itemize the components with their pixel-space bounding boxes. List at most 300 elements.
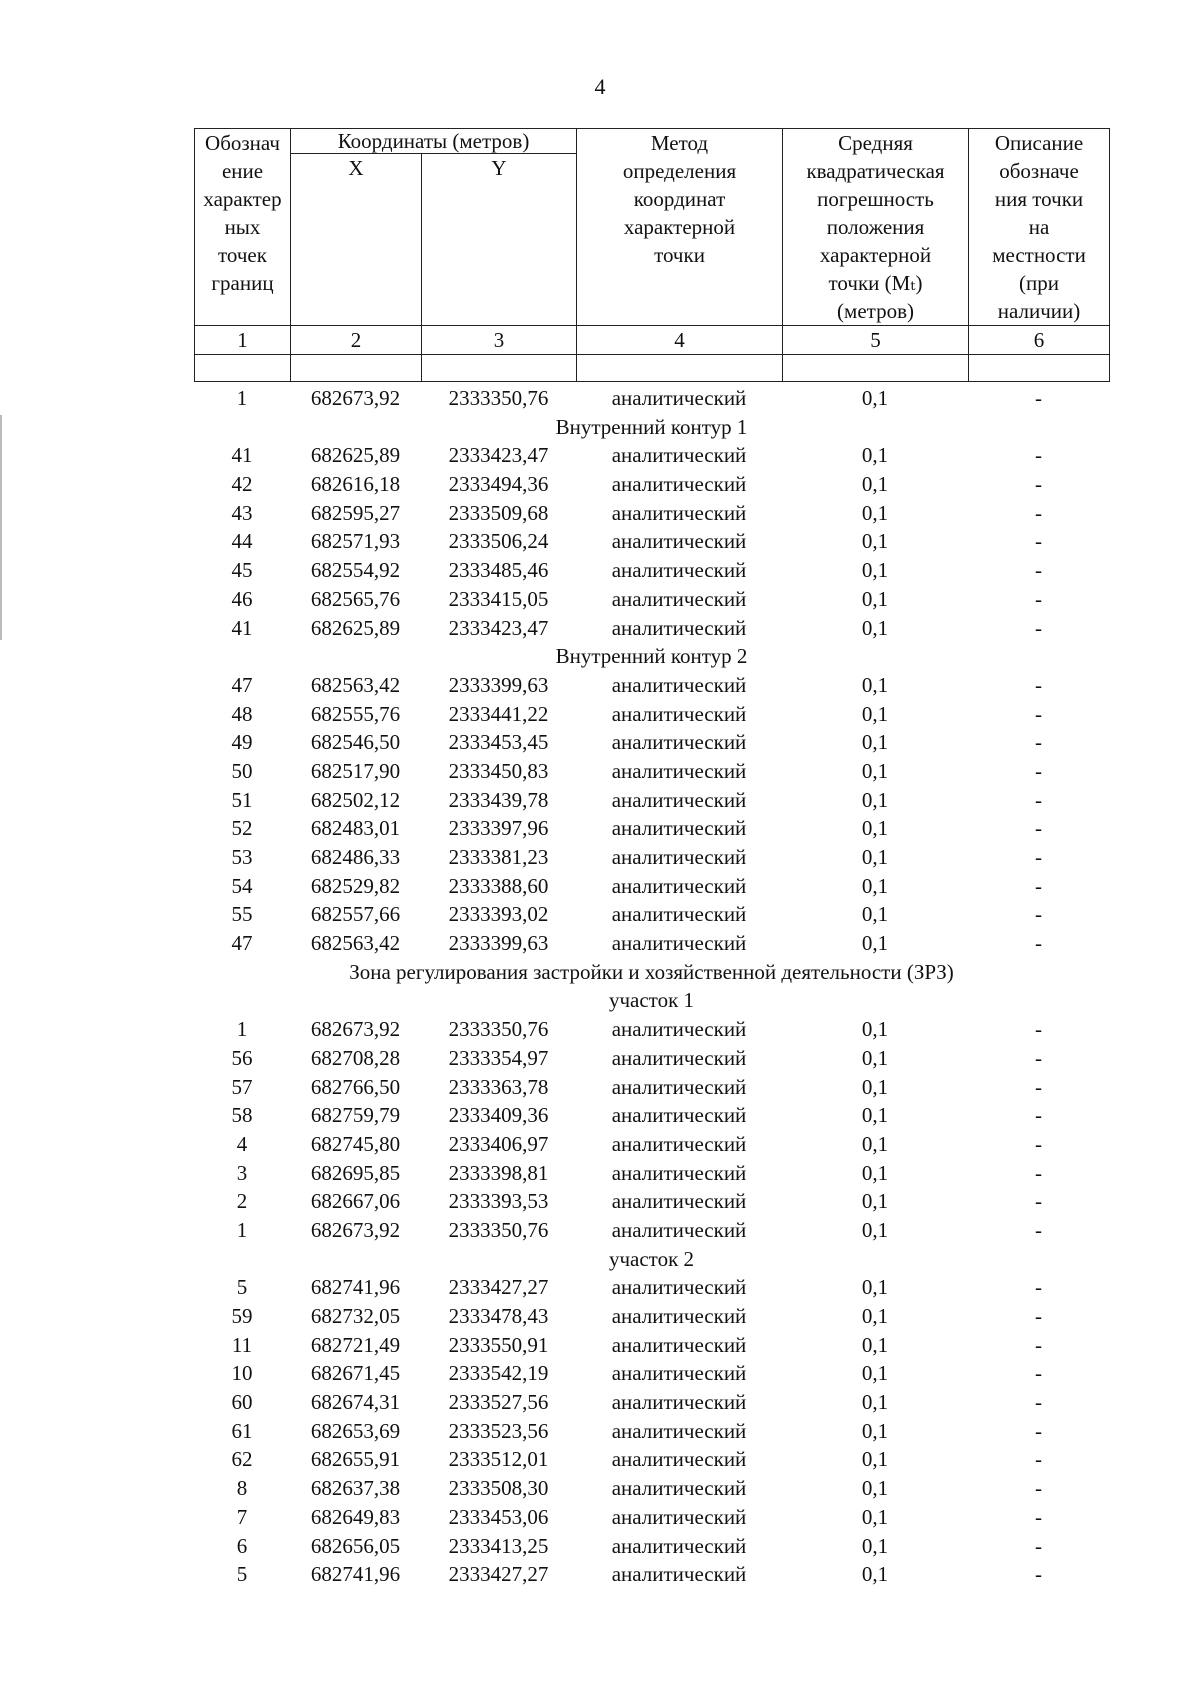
description: - [1035, 1504, 1042, 1529]
coord-x: 682486,33 [310, 845, 401, 869]
coord-x: 682695,85 [310, 1160, 401, 1185]
description: - [1035, 931, 1042, 956]
description: - [1035, 472, 1042, 497]
header-line: ных [224, 215, 261, 239]
header-line: на [1028, 215, 1050, 239]
coord-y: 2333354,97 [448, 1045, 549, 1070]
point-number: 55 [231, 902, 253, 927]
coord-y: 2333393,02 [448, 902, 549, 927]
coord-x: 682745,80 [310, 1131, 401, 1156]
coord-x: 682502,12 [310, 787, 401, 812]
coord-x: 682649,83 [310, 1504, 401, 1529]
coord-y: 2333350,76 [448, 1017, 549, 1042]
point-number: 8 [236, 1476, 248, 1501]
description: - [1035, 845, 1042, 869]
description: - [1035, 672, 1042, 697]
error-value: 0,1 [861, 1562, 889, 1587]
table-row [194, 499, 1109, 528]
coord-x: 682625,89 [310, 615, 401, 640]
table-row [194, 786, 1109, 815]
description: - [1035, 1074, 1042, 1099]
error-value: 0,1 [861, 1189, 889, 1214]
header-num-6: 6 [969, 326, 1110, 355]
description: - [1035, 1189, 1042, 1214]
coord-y: 2333453,45 [448, 730, 549, 755]
description: - [1035, 1017, 1042, 1042]
error-value: 0,1 [861, 1275, 889, 1300]
method: аналитический [611, 615, 747, 640]
error-value: 0,1 [861, 1533, 889, 1558]
point-number: 6 [236, 1533, 248, 1558]
description: - [1035, 1476, 1042, 1501]
coord-y: 2333397,96 [448, 816, 549, 841]
method: аналитический [611, 931, 747, 956]
description: - [1035, 758, 1042, 783]
method: аналитический [611, 558, 747, 583]
description: - [1035, 1332, 1042, 1357]
coord-y: 2333399,63 [448, 672, 549, 697]
header-line: определения [622, 159, 737, 183]
table-row [194, 1331, 1109, 1360]
header-line: координат [633, 187, 726, 211]
table-row [194, 441, 1109, 470]
point-number: 48 [231, 701, 253, 726]
point-number: 1 [236, 1017, 248, 1042]
point-number: 41 [231, 443, 253, 468]
point-number: 45 [231, 558, 253, 583]
coord-y: 2333398,81 [448, 1160, 549, 1185]
coord-y: 2333512,01 [448, 1447, 549, 1472]
coord-x: 682759,79 [310, 1103, 401, 1128]
coord-x: 682674,31 [310, 1390, 401, 1415]
method: аналитический [611, 1189, 747, 1214]
table-row [194, 1474, 1109, 1503]
method: аналитический [611, 1304, 747, 1328]
header-line: (метров) [837, 299, 914, 323]
header-line: Обознач [205, 131, 280, 155]
method: аналитический [611, 1418, 747, 1443]
description: - [1035, 902, 1042, 927]
error-value: 0,1 [861, 1332, 889, 1357]
point-number: 2 [236, 1189, 248, 1214]
error-value: 0,1 [861, 873, 889, 898]
section-heading: Внутренний контур 1 [555, 414, 748, 439]
description: - [1035, 1361, 1042, 1386]
header-line: Средняя [838, 131, 913, 155]
table-row [194, 1302, 1109, 1331]
description: - [1035, 1275, 1042, 1300]
table-row [194, 1503, 1109, 1532]
description: - [1035, 1533, 1042, 1558]
point-number: 42 [231, 472, 253, 497]
coord-y: 2333381,23 [448, 845, 549, 869]
method: аналитический [611, 701, 747, 726]
point-number: 54 [231, 873, 253, 898]
method: аналитический [611, 1332, 747, 1357]
method: аналитический [611, 816, 747, 841]
point-number: 10 [231, 1361, 253, 1386]
header-num-1: 1 [195, 326, 291, 355]
description: - [1035, 386, 1042, 410]
table-row [194, 671, 1109, 700]
point-number: 5 [236, 1275, 248, 1300]
coord-x: 682616,18 [310, 472, 401, 497]
point-number: 47 [231, 931, 253, 956]
header-num-2: 2 [291, 326, 422, 355]
header-num-5: 5 [783, 326, 969, 355]
method: аналитический [611, 758, 747, 783]
section-heading: Зона регулирования застройки и хозяйственной деятельности (ЗРЗ) [349, 959, 954, 984]
error-value: 0,1 [861, 1504, 889, 1529]
method: аналитический [611, 1476, 747, 1501]
header-x-label: X [348, 156, 364, 181]
point-number: 47 [231, 672, 253, 697]
description: - [1035, 1447, 1042, 1472]
method: аналитический [611, 730, 747, 755]
header-num-3: 3 [422, 326, 577, 355]
error-value: 0,1 [861, 672, 889, 697]
page-number: 4 [594, 74, 606, 99]
header-description [969, 129, 1110, 326]
error-value: 0,1 [861, 1476, 889, 1501]
description: - [1035, 1160, 1042, 1185]
error-value: 0,1 [861, 443, 889, 468]
table-row [194, 872, 1109, 901]
table-row [194, 1273, 1109, 1302]
coord-y: 2333478,43 [448, 1304, 549, 1328]
coord-y: 2333494,36 [448, 472, 549, 497]
method: аналитический [611, 1045, 747, 1070]
header-designation [195, 129, 291, 326]
header-line: ение [221, 159, 264, 183]
header-line: характер [203, 187, 282, 211]
coord-y: 2333542,19 [448, 1361, 549, 1386]
error-value: 0,1 [861, 1074, 889, 1099]
description: - [1035, 1103, 1042, 1128]
point-number: 60 [231, 1390, 253, 1415]
point-number: 11 [231, 1332, 253, 1357]
table-row [194, 1417, 1109, 1446]
error-value: 0,1 [861, 1160, 889, 1185]
coord-y: 2333439,78 [448, 787, 549, 812]
coord-x: 682546,50 [310, 730, 401, 755]
point-number: 3 [236, 1160, 248, 1185]
error-value: 0,1 [861, 1131, 889, 1156]
coord-y: 2333453,06 [448, 1504, 549, 1529]
coord-y: 2333388,60 [448, 873, 549, 898]
table-row [194, 1216, 1109, 1245]
coord-y: 2333550,91 [448, 1332, 549, 1357]
coord-x: 682671,45 [310, 1361, 401, 1386]
method: аналитический [611, 1390, 747, 1415]
coord-x: 682708,28 [310, 1045, 401, 1070]
error-value: 0,1 [861, 816, 889, 841]
error-value: 0,1 [861, 902, 889, 927]
table-row [194, 1532, 1109, 1561]
description: - [1035, 1217, 1042, 1242]
table-row [194, 929, 1109, 958]
point-number: 43 [231, 500, 253, 525]
description: - [1035, 816, 1042, 841]
coord-x: 682563,42 [310, 672, 401, 697]
method: аналитический [611, 1217, 747, 1242]
coordinates-table-body [194, 384, 1109, 1589]
empty-cell [195, 355, 291, 382]
description: - [1035, 1304, 1042, 1328]
error-value: 0,1 [861, 529, 889, 554]
method: аналитический [611, 1447, 747, 1472]
table-row [194, 1101, 1109, 1130]
error-value: 0,1 [861, 931, 889, 956]
point-number: 56 [231, 1045, 253, 1070]
coord-x: 682721,49 [310, 1332, 401, 1357]
empty-cell [783, 355, 969, 382]
description: - [1035, 787, 1042, 812]
point-number: 4 [236, 1131, 248, 1156]
empty-cell [969, 355, 1110, 382]
table-row [194, 1187, 1109, 1216]
empty-cell [577, 355, 783, 382]
point-number: 49 [231, 730, 253, 755]
method: аналитический [611, 787, 747, 812]
coord-y: 2333527,56 [448, 1390, 549, 1415]
point-number: 46 [231, 586, 253, 611]
point-number: 57 [231, 1074, 253, 1099]
coord-x: 682595,27 [310, 500, 401, 525]
coord-y: 2333415,05 [448, 586, 549, 611]
error-value: 0,1 [861, 1217, 889, 1242]
description: - [1035, 586, 1042, 611]
description: - [1035, 529, 1042, 554]
coord-x: 682563,42 [310, 931, 401, 956]
coord-x: 682673,92 [310, 1017, 401, 1042]
header-error [783, 129, 969, 326]
coord-x: 682565,76 [310, 586, 401, 611]
table-row [194, 1359, 1109, 1388]
coord-x: 682483,01 [310, 816, 401, 841]
coord-x: 682656,05 [310, 1533, 401, 1558]
error-value: 0,1 [861, 615, 889, 640]
method: аналитический [611, 586, 747, 611]
method: аналитический [611, 1131, 747, 1156]
method: аналитический [611, 472, 747, 497]
empty-cell [422, 355, 577, 382]
error-value: 0,1 [861, 558, 889, 583]
header-line: характерной [623, 215, 736, 239]
header-num-4: 4 [577, 326, 783, 355]
error-value: 0,1 [861, 1390, 889, 1415]
description: - [1035, 1131, 1042, 1156]
header-coordinates-label: Координаты (метров) [337, 129, 530, 153]
header-coordinates [291, 129, 577, 154]
coord-x: 682557,66 [310, 902, 401, 927]
table-row [194, 470, 1109, 499]
table-row [194, 1560, 1109, 1589]
coord-y: 2333393,53 [448, 1189, 549, 1214]
point-number: 1 [236, 1217, 248, 1242]
description: - [1035, 615, 1042, 640]
coord-x: 682766,50 [310, 1074, 401, 1099]
error-value: 0,1 [861, 1045, 889, 1070]
header-line: точек [218, 243, 267, 267]
coord-x: 682673,92 [310, 386, 401, 410]
description: - [1035, 1562, 1042, 1587]
point-number: 5 [236, 1562, 248, 1587]
method: аналитический [611, 1533, 747, 1558]
table-row [194, 384, 1109, 413]
table-header [194, 128, 1110, 382]
point-number: 41 [231, 615, 253, 640]
method: аналитический [611, 1275, 747, 1300]
error-value: 0,1 [861, 1103, 889, 1128]
method: аналитический [611, 902, 747, 927]
coord-y: 2333363,78 [448, 1074, 549, 1099]
coord-x: 682673,92 [310, 1217, 401, 1242]
table-row [194, 556, 1109, 585]
header-line: Описание [994, 131, 1084, 155]
description: - [1035, 730, 1042, 755]
header-line: границ [211, 271, 274, 295]
error-value: 0,1 [861, 1361, 889, 1386]
description: - [1035, 1045, 1042, 1070]
coord-x: 682653,69 [310, 1418, 401, 1443]
header-method [577, 129, 783, 326]
scan-edge-mark [0, 415, 2, 640]
coord-x: 682571,93 [310, 529, 401, 554]
point-number: 59 [231, 1304, 253, 1328]
coord-y: 2333350,76 [448, 1217, 549, 1242]
error-value: 0,1 [861, 1418, 889, 1443]
table-row [194, 1388, 1109, 1417]
coord-y: 2333485,46 [448, 558, 549, 583]
description: - [1035, 558, 1042, 583]
method: аналитический [611, 386, 747, 410]
point-number: 58 [231, 1103, 253, 1128]
coord-x: 682625,89 [310, 443, 401, 468]
coord-x: 682732,05 [310, 1304, 401, 1328]
section-heading: Внутренний контур 2 [555, 644, 748, 669]
table-row [194, 527, 1109, 556]
table-row [194, 728, 1109, 757]
table-row [194, 1159, 1109, 1188]
method: аналитический [611, 1103, 747, 1128]
table-row [194, 1015, 1109, 1044]
table-row [194, 700, 1109, 729]
coord-y: 2333509,68 [448, 500, 549, 525]
point-number: 44 [231, 529, 253, 554]
point-number: 51 [231, 787, 253, 812]
table-row [194, 900, 1109, 929]
coord-y: 2333427,27 [448, 1562, 549, 1587]
section-heading: участок 1 [608, 988, 695, 1013]
description: - [1035, 443, 1042, 468]
coord-x: 682554,92 [310, 558, 401, 583]
method: аналитический [611, 1017, 747, 1042]
point-number: 50 [231, 758, 253, 783]
header-line: обозначе [999, 159, 1079, 183]
table-row [194, 843, 1109, 872]
error-value: 0,1 [861, 500, 889, 525]
coord-x: 682555,76 [310, 701, 401, 726]
header-line: погрешность [817, 187, 934, 211]
coord-y: 2333508,30 [448, 1476, 549, 1501]
header-line: наличии) [997, 299, 1081, 323]
header-x [291, 154, 422, 326]
error-value: 0,1 [861, 730, 889, 755]
coord-y: 2333441,22 [448, 701, 549, 726]
point-number: 52 [231, 816, 253, 841]
method: аналитический [611, 500, 747, 525]
header-y-label: Y [491, 156, 507, 181]
error-value: 0,1 [861, 701, 889, 726]
coord-x: 682637,38 [310, 1476, 401, 1501]
table-row [194, 1445, 1109, 1474]
coord-x: 682517,90 [310, 758, 401, 783]
empty-cell [291, 355, 422, 382]
table-row [194, 1044, 1109, 1073]
method: аналитический [611, 873, 747, 898]
method: аналитический [611, 1562, 747, 1587]
method: аналитический [611, 1160, 747, 1185]
header-line: квадратическая [806, 159, 945, 183]
point-number: 62 [231, 1447, 253, 1472]
coord-x: 682741,96 [310, 1562, 401, 1587]
coord-y: 2333506,24 [448, 529, 549, 554]
coord-y: 2333423,47 [448, 443, 549, 468]
table-row [194, 1073, 1109, 1102]
table-row [194, 814, 1109, 843]
table-row [194, 585, 1109, 614]
header-line: точки (Mₜ) [828, 271, 923, 295]
coord-y: 2333409,36 [448, 1103, 549, 1128]
error-value: 0,1 [861, 586, 889, 611]
coord-x: 682741,96 [310, 1275, 401, 1300]
method: аналитический [611, 529, 747, 554]
coord-y: 2333406,97 [448, 1131, 549, 1156]
table-row [194, 757, 1109, 786]
point-number: 61 [231, 1418, 253, 1443]
coord-x: 682529,82 [310, 873, 401, 898]
method: аналитический [611, 672, 747, 697]
header-line: Метод [650, 131, 709, 155]
header-line: положения [826, 215, 925, 239]
header-line: местности [992, 243, 1086, 267]
method: аналитический [611, 845, 747, 869]
section-heading: участок 2 [608, 1246, 695, 1271]
header-y [422, 154, 577, 326]
method: аналитический [611, 1074, 747, 1099]
header-line: ния точки [994, 187, 1084, 211]
description: - [1035, 873, 1042, 898]
coord-y: 2333423,47 [448, 615, 549, 640]
coord-y: 2333399,63 [448, 931, 549, 956]
point-number: 7 [236, 1504, 248, 1529]
point-number: 1 [236, 386, 248, 410]
table-row [194, 1130, 1109, 1159]
table-row [194, 614, 1109, 643]
coord-y: 2333413,25 [448, 1533, 549, 1558]
header-line: характерной [819, 243, 932, 267]
method: аналитический [611, 443, 747, 468]
description: - [1035, 1390, 1042, 1415]
description: - [1035, 500, 1042, 525]
coord-y: 2333427,27 [448, 1275, 549, 1300]
coord-y: 2333523,56 [448, 1418, 549, 1443]
error-value: 0,1 [861, 1447, 889, 1472]
header-line: точки [654, 243, 705, 267]
error-value: 0,1 [861, 1017, 889, 1042]
error-value: 0,1 [861, 758, 889, 783]
